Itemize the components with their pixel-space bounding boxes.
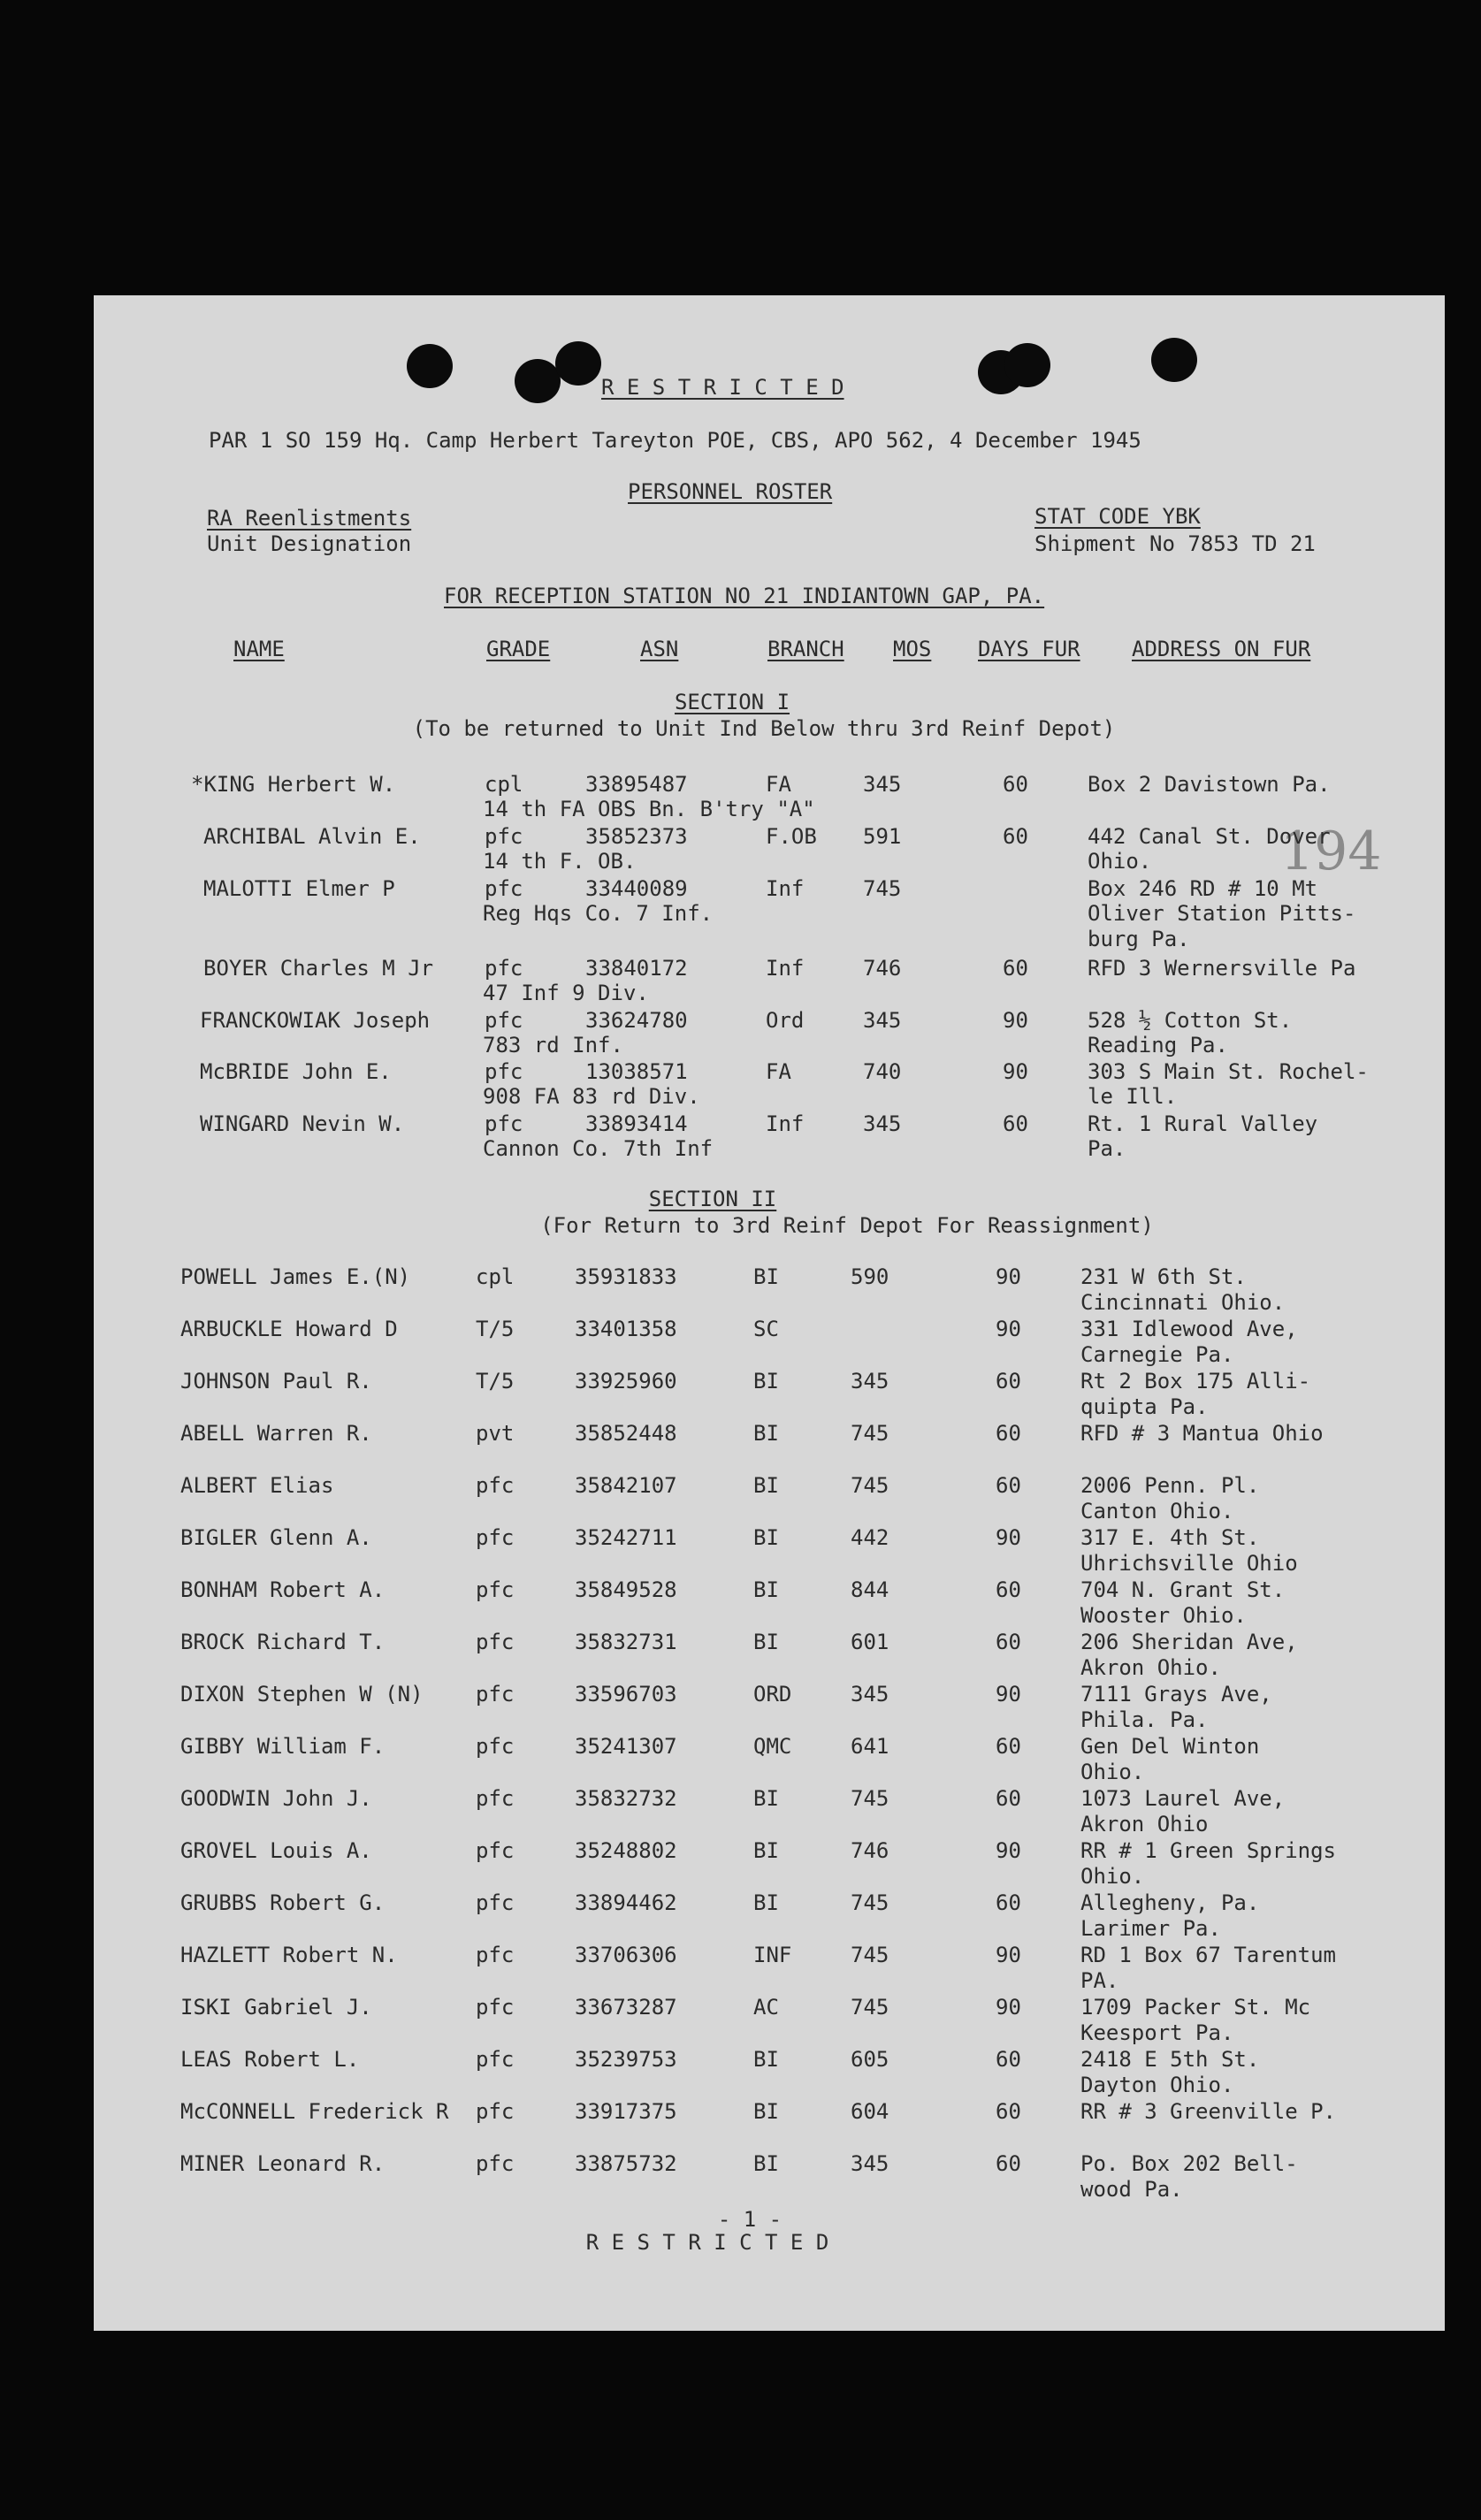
cell-name: LEAS Robert L. <box>180 2047 360 2072</box>
cell-unit: 908 FA 83 rd Div. <box>483 1084 700 1109</box>
cell-address: 331 Idlewood Ave, <box>1080 1317 1298 1341</box>
cell-asn: 33894462 <box>575 1890 677 1915</box>
cell-asn: 33917375 <box>575 2099 677 2124</box>
cell-address-cont: Ohio. <box>1080 1864 1145 1889</box>
cell-days: 90 <box>996 1264 1021 1289</box>
cell-grade: pfc <box>476 1525 515 1550</box>
cell-mos: 740 <box>863 1059 902 1084</box>
cell-asn: 33875732 <box>575 2151 677 2176</box>
cell-branch: Inf <box>766 956 805 981</box>
cell-grade: pfc <box>485 1059 523 1084</box>
cell-address: Box 2 Davistown Pa. <box>1088 772 1331 797</box>
cell-address-cont: Uhrichsville Ohio <box>1080 1551 1298 1576</box>
cell-grade: pfc <box>485 1008 523 1033</box>
cell-branch: Inf <box>766 1111 805 1136</box>
cell-asn: 35931833 <box>575 1264 677 1289</box>
cell-branch: BI <box>753 2099 779 2124</box>
cell-grade: pfc <box>485 1111 523 1136</box>
cell-branch: FA <box>766 1059 791 1084</box>
cell-asn: 33673287 <box>575 1995 677 2020</box>
cell-address: 303 S Main St. Rochel- <box>1088 1059 1369 1084</box>
stat-code: STAT CODE YBK <box>1034 504 1201 529</box>
cell-days: 90 <box>996 1995 1021 2020</box>
cell-address-cont: wood Pa. <box>1080 2177 1183 2202</box>
cell-name: GIBBY William F. <box>180 1734 386 1759</box>
cell-name: ISKI Gabriel J. <box>180 1995 372 2020</box>
cell-asn: 35842107 <box>575 1473 677 1498</box>
cell-address: 1709 Packer St. Mc <box>1080 1995 1311 2020</box>
cell-address: RR # 1 Green Springs <box>1080 1838 1336 1863</box>
cell-mos: 745 <box>851 1890 889 1915</box>
cell-address-cont: PA. <box>1080 1968 1119 1993</box>
unit-designation-label: Unit Designation <box>207 531 412 556</box>
col-name: NAME <box>233 637 285 661</box>
cell-address: RR # 3 Greenville P. <box>1080 2099 1336 2124</box>
cell-days: 60 <box>996 1890 1021 1915</box>
cell-mos: 604 <box>851 2099 889 2124</box>
cell-address: Allegheny, Pa. <box>1080 1890 1260 1915</box>
cell-name: GROVEL Louis A. <box>180 1838 372 1863</box>
cell-name: JOHNSON Paul R. <box>180 1369 372 1394</box>
cell-mos: 746 <box>863 956 902 981</box>
cell-days: 60 <box>996 2047 1021 2072</box>
cell-grade: pfc <box>485 956 523 981</box>
cell-mos: 345 <box>851 1369 889 1394</box>
cell-grade: pfc <box>476 1943 515 1967</box>
cell-mos: 590 <box>851 1264 889 1289</box>
cell-branch: BI <box>753 1369 779 1394</box>
cell-address-cont: Ohio. <box>1080 1760 1145 1784</box>
cell-address: 442 Canal St. Dover <box>1088 824 1331 849</box>
cell-grade: pfc <box>476 1630 515 1654</box>
punch-hole <box>1151 338 1197 382</box>
cell-name: *KING Herbert W. <box>191 772 396 797</box>
unit-designation-value: RA Reenlistments <box>207 506 412 531</box>
cell-asn: 33401358 <box>575 1317 677 1341</box>
cell-branch: BI <box>753 1421 779 1446</box>
cell-branch: F.OB <box>766 824 817 849</box>
cell-asn: 35832731 <box>575 1630 677 1654</box>
cell-days: 90 <box>996 1317 1021 1341</box>
col-mos: MOS <box>893 637 932 661</box>
roster-title: PERSONNEL ROSTER <box>628 479 833 504</box>
cell-name: POWELL James E.(N) <box>180 1264 411 1289</box>
cell-address: Rt. 1 Rural Valley <box>1088 1111 1318 1136</box>
section1-subtitle: (To be returned to Unit Ind Below thru 3rd Reinf Depot) <box>412 716 1116 741</box>
cell-address: Rt 2 Box 175 Alli- <box>1080 1369 1311 1394</box>
cell-address: RFD 3 Wernersville Pa <box>1088 956 1356 981</box>
cell-name: BIGLER Glenn A. <box>180 1525 372 1550</box>
cell-address: RFD # 3 Mantua Ohio <box>1080 1421 1324 1446</box>
cell-address: Box 246 RD # 10 Mt <box>1088 876 1318 901</box>
cell-mos: 345 <box>863 772 902 797</box>
cell-branch: BI <box>753 1473 779 1498</box>
cell-address-cont: Phila. Pa. <box>1080 1707 1209 1732</box>
cell-branch: BI <box>753 1264 779 1289</box>
section2-subtitle: (For Return to 3rd Reinf Depot For Reassignment) <box>540 1213 1154 1238</box>
col-branch: BRANCH <box>767 637 844 661</box>
cell-name: DIXON Stephen W (N) <box>180 1682 424 1707</box>
cell-unit: Reg Hqs Co. 7 Inf. <box>483 901 714 926</box>
punch-hole <box>407 344 453 388</box>
cell-address-cont: Reading Pa. <box>1088 1033 1228 1058</box>
cell-name: WINGARD Nevin W. <box>200 1111 405 1136</box>
cell-name: ABELL Warren R. <box>180 1421 372 1446</box>
cell-mos: 745 <box>851 1473 889 1498</box>
cell-asn: 33893414 <box>585 1111 688 1136</box>
cell-asn: 33895487 <box>585 772 688 797</box>
cell-grade: cpl <box>485 772 523 797</box>
cell-grade: pfc <box>476 1995 515 2020</box>
col-asn: ASN <box>640 637 679 661</box>
cell-branch: BI <box>753 1838 779 1863</box>
section2-title: SECTION II <box>648 1187 777 1211</box>
cell-mos: 745 <box>851 1943 889 1967</box>
cell-branch: AC <box>753 1995 779 2020</box>
cell-address: 231 W 6th St. <box>1080 1264 1247 1289</box>
cell-address: 2418 E 5th St. <box>1080 2047 1260 2072</box>
cell-mos: 345 <box>851 1682 889 1707</box>
cell-address-cont: Carnegie Pa. <box>1080 1342 1234 1367</box>
cell-name: McCONNELL Frederick R <box>180 2099 449 2124</box>
cell-name: ARCHIBAL Alvin E. <box>203 824 421 849</box>
cell-grade: pfc <box>476 1838 515 1863</box>
cell-name: ALBERT Elias <box>180 1473 334 1498</box>
cell-name: BONHAM Robert A. <box>180 1577 386 1602</box>
cell-asn: 33706306 <box>575 1943 677 1967</box>
cell-address: 704 N. Grant St. <box>1080 1577 1286 1602</box>
order-line: PAR 1 SO 159 Hq. Camp Herbert Tareyton POE, CBS, APO 562, 4 December 1945 <box>209 428 1141 453</box>
col-grade: GRADE <box>486 637 551 661</box>
cell-grade: pfc <box>476 1682 515 1707</box>
cell-grade: T/5 <box>476 1369 515 1394</box>
cell-address-cont: burg Pa. <box>1088 927 1190 951</box>
cell-mos: 641 <box>851 1734 889 1759</box>
cell-branch: BI <box>753 2047 779 2072</box>
cell-address: 528 ½ Cotton St. <box>1088 1008 1293 1033</box>
cell-name: BOYER Charles M Jr <box>203 956 434 981</box>
cell-branch: SC <box>753 1317 779 1341</box>
cell-address-cont: quipta Pa. <box>1080 1394 1209 1419</box>
cell-days: 60 <box>996 1473 1021 1498</box>
cell-grade: cpl <box>476 1264 515 1289</box>
cell-days: 60 <box>996 1421 1021 1446</box>
cell-mos: 605 <box>851 2047 889 2072</box>
cell-branch: BI <box>753 1630 779 1654</box>
cell-asn: 35849528 <box>575 1577 677 1602</box>
cell-address: 7111 Grays Ave, <box>1080 1682 1272 1707</box>
cell-days: 90 <box>996 1525 1021 1550</box>
cell-name: MALOTTI Elmer P <box>203 876 395 901</box>
cell-name: ARBUCKLE Howard D <box>180 1317 398 1341</box>
cell-name: BROCK Richard T. <box>180 1630 386 1654</box>
cell-address-cont: Cincinnati Ohio. <box>1080 1290 1286 1315</box>
cell-name: HAZLETT Robert N. <box>180 1943 398 1967</box>
cell-name: McBRIDE John E. <box>200 1059 392 1084</box>
cell-grade: pfc <box>476 1473 515 1498</box>
page-number: - 1 - <box>717 2207 782 2232</box>
col-days-fur: DAYS FUR <box>978 637 1080 661</box>
cell-mos: 844 <box>851 1577 889 1602</box>
reception-station: FOR RECEPTION STATION NO 21 INDIANTOWN GAP, PA. <box>444 584 1045 608</box>
cell-unit: 783 rd Inf. <box>483 1033 623 1058</box>
cell-days: 60 <box>996 1734 1021 1759</box>
cell-address-cont: Akron Ohio. <box>1080 1655 1221 1680</box>
cell-days: 60 <box>996 1630 1021 1654</box>
cell-branch: Ord <box>766 1008 805 1033</box>
cell-days: 60 <box>996 2151 1021 2176</box>
cell-mos: 746 <box>851 1838 889 1863</box>
cell-mos: 345 <box>863 1111 902 1136</box>
cell-mos: 601 <box>851 1630 889 1654</box>
cell-address-cont: Keesport Pa. <box>1080 2020 1234 2045</box>
cell-unit: 47 Inf 9 Div. <box>483 981 649 1005</box>
cell-address-cont: Wooster Ohio. <box>1080 1603 1247 1628</box>
cell-days: 90 <box>996 1682 1021 1707</box>
cell-address: 2006 Penn. Pl. <box>1080 1473 1260 1498</box>
cell-address-cont: Pa. <box>1088 1136 1126 1161</box>
cell-branch: BI <box>753 1786 779 1811</box>
cell-asn: 13038571 <box>585 1059 688 1084</box>
cell-unit: 14 th FA OBS Bn. B'try "A" <box>483 797 815 821</box>
cell-branch: INF <box>753 1943 792 1967</box>
cell-asn: 35852373 <box>585 824 688 849</box>
cell-asn: 35241307 <box>575 1734 677 1759</box>
cell-asn: 33440089 <box>585 876 688 901</box>
cell-grade: pfc <box>485 824 523 849</box>
cell-grade: pfc <box>476 2047 515 2072</box>
cell-address-cont: Oliver Station Pitts- <box>1088 901 1356 926</box>
col-address: ADDRESS ON FUR <box>1132 637 1311 661</box>
cell-address-cont: Akron Ohio <box>1080 1812 1209 1837</box>
cell-grade: pfc <box>476 2099 515 2124</box>
cell-grade: pfc <box>485 876 523 901</box>
cell-days: 60 <box>1003 824 1028 849</box>
cell-branch: BI <box>753 2151 779 2176</box>
cell-unit: Cannon Co. 7th Inf <box>483 1136 714 1161</box>
page-stamp: 194 <box>1280 821 1382 882</box>
cell-branch: FA <box>766 772 791 797</box>
cell-days: 90 <box>1003 1008 1028 1033</box>
cell-days: 60 <box>996 2099 1021 2124</box>
cell-days: 60 <box>1003 772 1028 797</box>
cell-days: 90 <box>1003 1059 1028 1084</box>
punch-hole <box>1004 343 1050 387</box>
cell-asn: 35239753 <box>575 2047 677 2072</box>
cell-branch: ORD <box>753 1682 792 1707</box>
cell-unit: 14 th F. OB. <box>483 849 637 874</box>
cell-mos: 345 <box>863 1008 902 1033</box>
cell-address-cont: Larimer Pa. <box>1080 1916 1221 1941</box>
cell-branch: Inf <box>766 876 805 901</box>
cell-address-cont: Canton Ohio. <box>1080 1499 1234 1523</box>
punch-hole <box>515 359 561 403</box>
cell-mos: 442 <box>851 1525 889 1550</box>
cell-address: 317 E. 4th St. <box>1080 1525 1260 1550</box>
cell-branch: QMC <box>753 1734 792 1759</box>
cell-days: 90 <box>996 1838 1021 1863</box>
cell-asn: 33840172 <box>585 956 688 981</box>
cell-days: 60 <box>1003 956 1028 981</box>
cell-address-cont: Ohio. <box>1088 849 1152 874</box>
cell-mos: 345 <box>851 2151 889 2176</box>
cell-days: 60 <box>996 1577 1021 1602</box>
cell-name: MINER Leonard R. <box>180 2151 386 2176</box>
cell-asn: 35852448 <box>575 1421 677 1446</box>
cell-asn: 35242711 <box>575 1525 677 1550</box>
cell-days: 60 <box>1003 1111 1028 1136</box>
classification-header: R E S T R I C T E D <box>601 375 844 400</box>
cell-address: 206 Sheridan Ave, <box>1080 1630 1298 1654</box>
cell-address-cont: le Ill. <box>1088 1084 1178 1109</box>
cell-branch: BI <box>753 1577 779 1602</box>
cell-grade: pfc <box>476 2151 515 2176</box>
cell-branch: BI <box>753 1525 779 1550</box>
cell-address-cont: Dayton Ohio. <box>1080 2073 1234 2097</box>
classification-footer: R E S T R I C T E D <box>585 2230 829 2255</box>
cell-grade: pfc <box>476 1890 515 1915</box>
cell-name: GRUBBS Robert G. <box>180 1890 386 1915</box>
cell-grade: T/5 <box>476 1317 515 1341</box>
cell-mos: 591 <box>863 824 902 849</box>
cell-grade: pfc <box>476 1734 515 1759</box>
cell-name: GOODWIN John J. <box>180 1786 372 1811</box>
cell-days: 90 <box>996 1943 1021 1967</box>
cell-asn: 33596703 <box>575 1682 677 1707</box>
cell-days: 60 <box>996 1369 1021 1394</box>
shipment-number: Shipment No 7853 TD 21 <box>1034 531 1316 556</box>
cell-asn: 33925960 <box>575 1369 677 1394</box>
cell-branch: BI <box>753 1890 779 1915</box>
cell-address: Gen Del Winton <box>1080 1734 1260 1759</box>
section1-title: SECTION I <box>674 690 790 714</box>
cell-grade: pfc <box>476 1577 515 1602</box>
cell-asn: 35248802 <box>575 1838 677 1863</box>
punch-hole <box>555 341 601 386</box>
cell-days: 60 <box>996 1786 1021 1811</box>
cell-asn: 33624780 <box>585 1008 688 1033</box>
cell-mos: 745 <box>851 1786 889 1811</box>
cell-mos: 745 <box>863 876 902 901</box>
cell-address: RD 1 Box 67 Tarentum <box>1080 1943 1336 1967</box>
cell-address: Po. Box 202 Bell- <box>1080 2151 1298 2176</box>
cell-mos: 745 <box>851 1421 889 1446</box>
cell-grade: pfc <box>476 1786 515 1811</box>
cell-name: FRANCKOWIAK Joseph <box>200 1008 431 1033</box>
cell-asn: 35832732 <box>575 1786 677 1811</box>
cell-mos: 745 <box>851 1995 889 2020</box>
cell-address: 1073 Laurel Ave, <box>1080 1786 1286 1811</box>
cell-grade: pvt <box>476 1421 515 1446</box>
